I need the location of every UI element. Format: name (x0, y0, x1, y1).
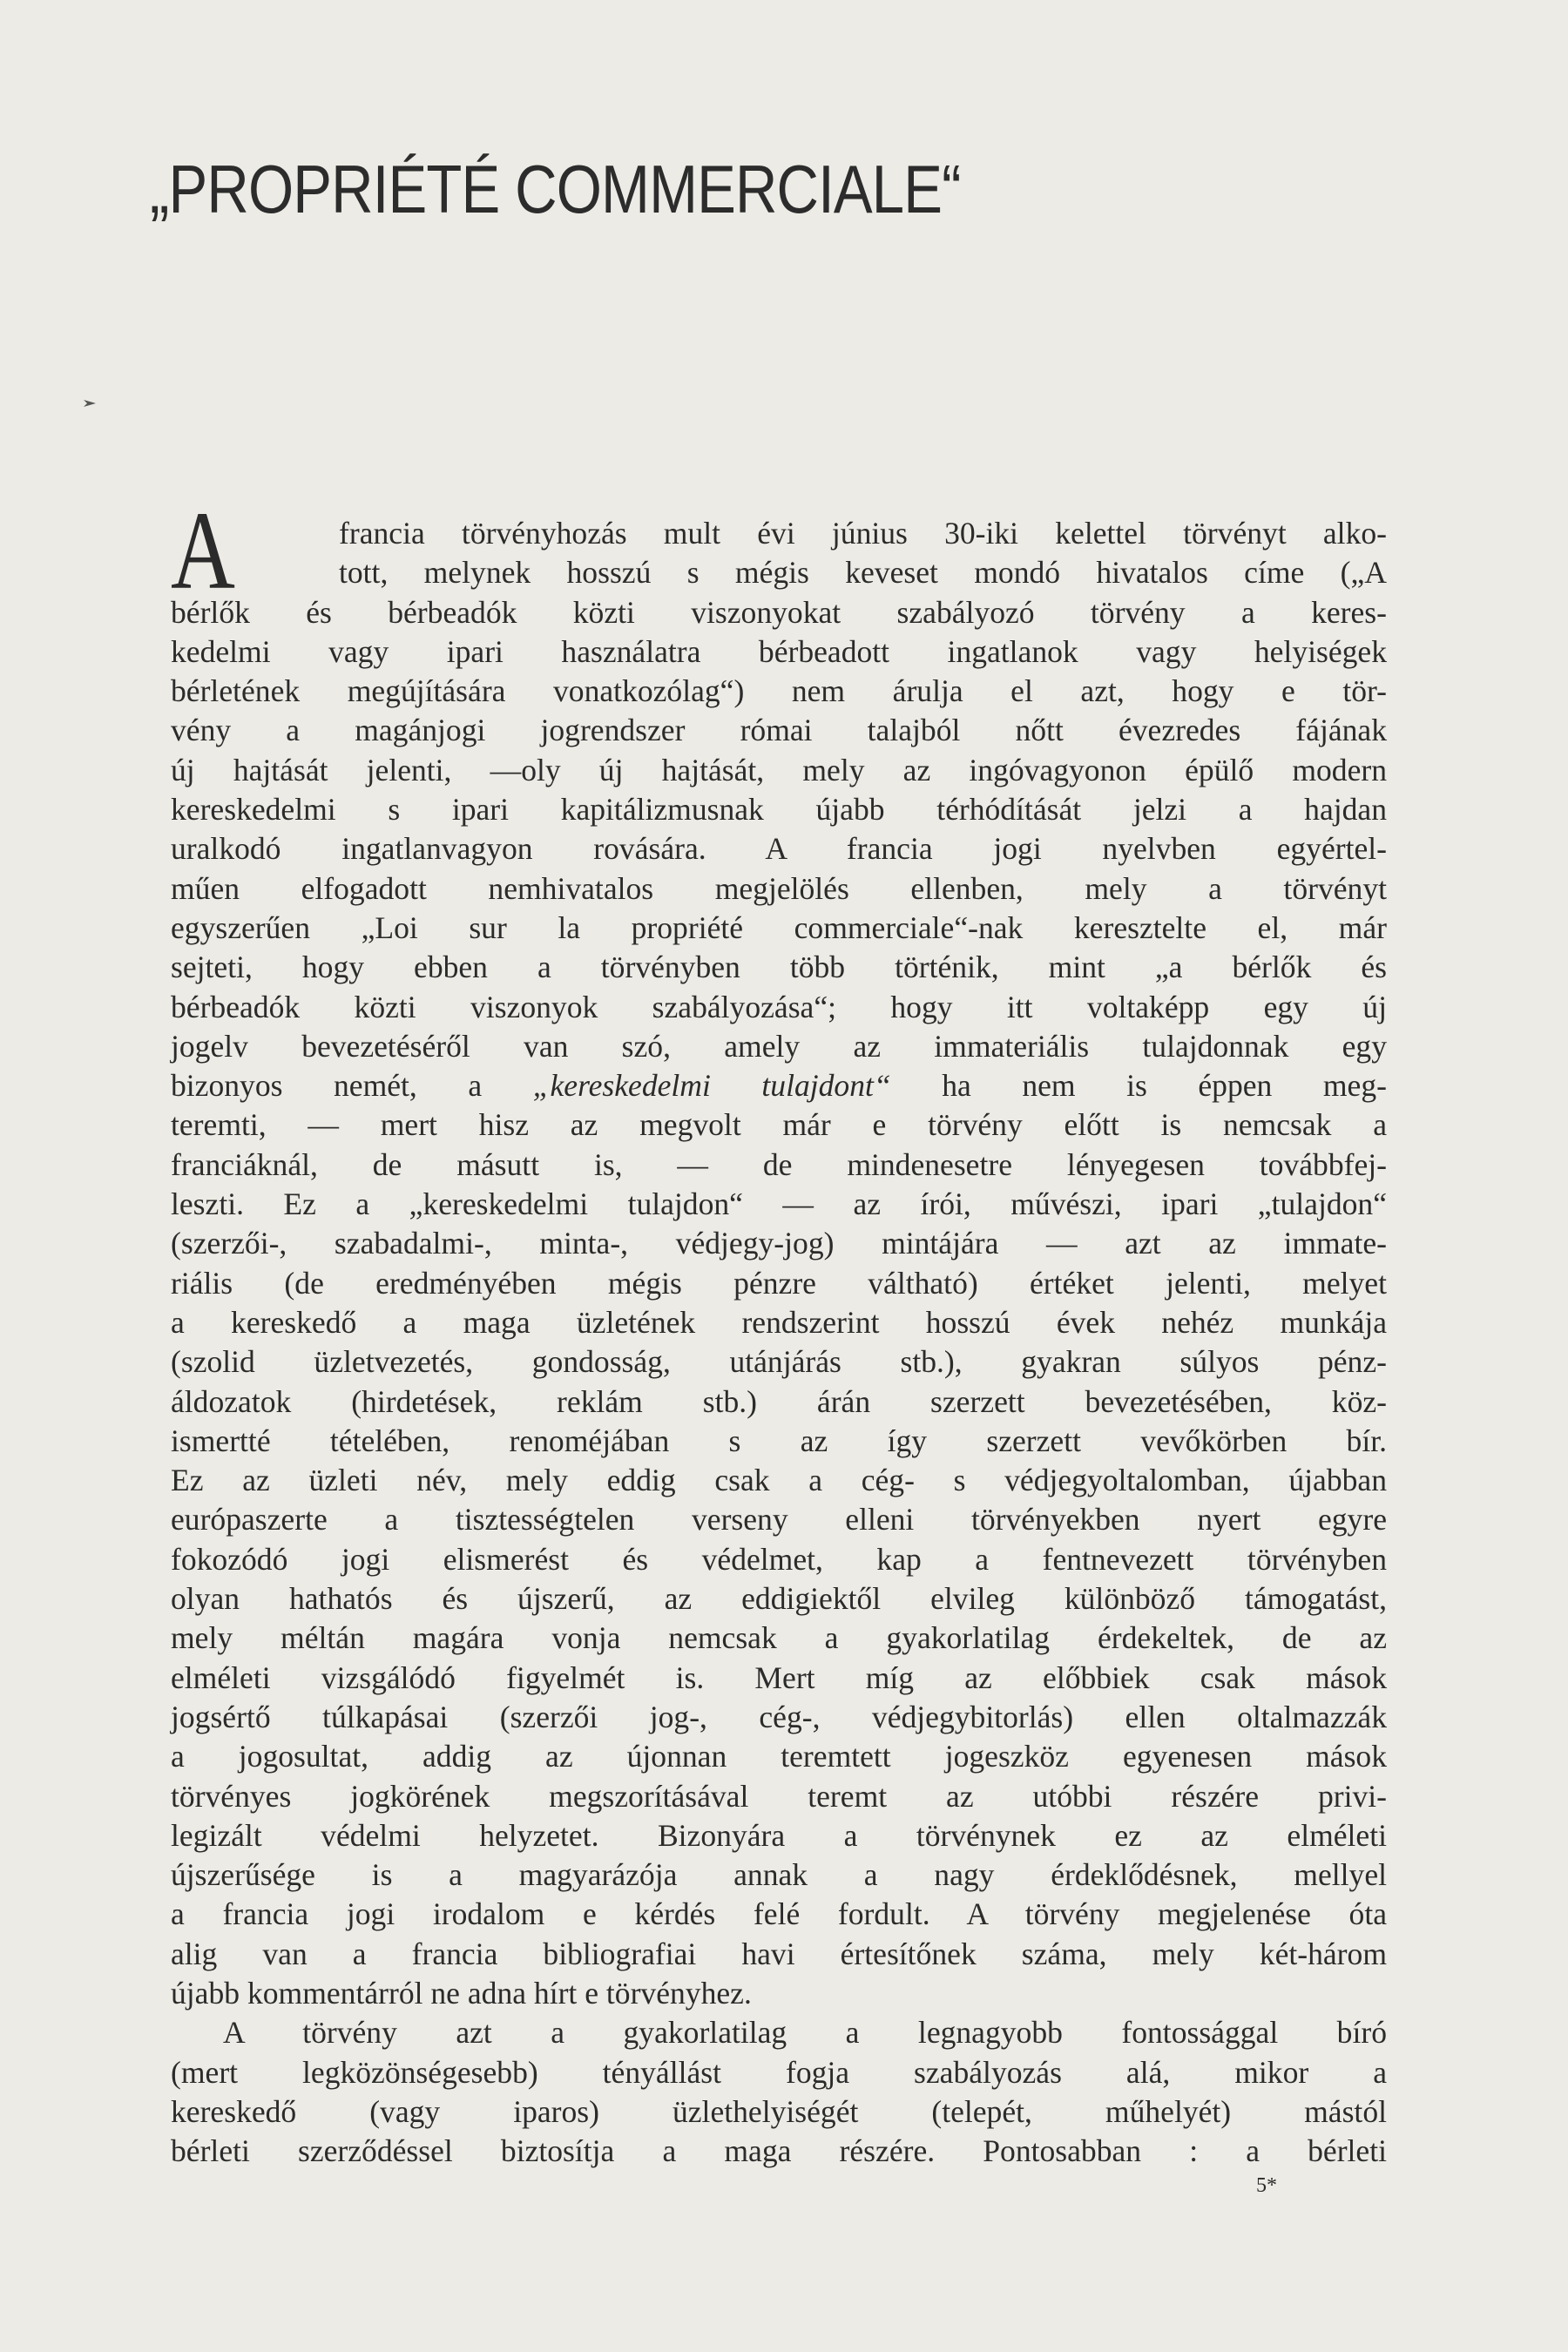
text-segment: bizonyos nemét, a (171, 1068, 533, 1104)
text-line: újabb kommentárról ne adna hírt e törvényhez. (171, 1975, 752, 2011)
text-line: elméleti vizsgálódó figyelmét is. Mert míg az előbbiek csak mások (171, 1659, 1387, 1695)
text-line: áldozatok (hirdetések, reklám stb.) árán szerzett bevezetésében, köz- (171, 1383, 1387, 1419)
text-line: jogsértő túlkapásai (szerzői jog-, cég-, védjegybitorlás) ellen oltalmazzák (171, 1699, 1387, 1734)
text-line: jogelv bevezetéséről van szó, amely az immateriális tulajdonnak egy (171, 1028, 1387, 1064)
text-line: egyszerűen „Loi sur la propriété commerciale“-nak keresztelte el, már (171, 909, 1387, 945)
text-line: fokozódó jogi elismerést és védelmet, kap a fentnevezett törvényben (171, 1541, 1387, 1577)
text-line: (szerzői-, szabadalmi-, minta-, védjegy-jog) mintájára — azt az immate- (171, 1226, 1387, 1261)
text-line: törvényes jogkörének megszorításával teremt az utóbbi részére privi- (171, 1778, 1387, 1814)
text-line: riális (de eredményében mégis pénzre váltható) értéket jelenti, melyet (171, 1265, 1387, 1301)
text-line: a francia jogi irodalom e kérdés felé fordult. A törvény megjelenése óta (171, 1896, 1387, 1932)
emphasized-term: „kereskedelmi tulajdont“ (532, 1068, 891, 1104)
text-line-with-emphasis (171, 1066, 1387, 1105)
text-line: ismertté tételében, renoméjában s az így szerzett vevőkörben bír. (171, 1423, 1387, 1458)
text-line: vény a magánjogi jogrendszer római talajból nőtt évezredes fájának (171, 713, 1387, 748)
article-body (171, 514, 1387, 2171)
page-title: „PROPRIÉTÉ COMMERCIALE“ (150, 151, 961, 227)
text-line: kereskedő (vagy iparos) üzlethelyiségét (telepét, műhelyét) mástól (171, 2093, 1387, 2129)
text-line: (szolid üzletvezetés, gondosság, utánjárás stb.), gyakran súlyos pénz- (171, 1344, 1387, 1380)
text-line: újszerűsége is a magyarázója annak a nagy érdeklődésnek, mellyel (171, 1857, 1387, 1893)
text-line: sejteti, hogy ebben a törvényben több történik, mint „a bérlők és (171, 950, 1387, 985)
text-segment: ha nem is éppen meg- (890, 1068, 1387, 1104)
text-line: legizált védelmi helyzetet. Bizonyára a törvénynek ez az elméleti (171, 1817, 1387, 1853)
text-line: bérbeadók közti viszonyok szabályozása“; hogy itt voltaképp egy új (171, 989, 1387, 1024)
text-line: tott, melynek hosszú s mégis keveset mondó hivatalos címe („A (339, 555, 1387, 591)
text-line: műen elfogadott nemhivatalos megjelölés ellenben, mely a törvényt (171, 870, 1387, 906)
text-line: A törvény azt a gyakorlatilag a legnagyobb fontossággal bíró (223, 2015, 1387, 2051)
text-line: a kereskedő a maga üzletének rendszerint hosszú évek nehéz munkája (171, 1304, 1387, 1340)
text-line: kereskedelmi s ipari kapitálizmusnak újabb térhódítását jelzi a hajdan (171, 792, 1387, 828)
text-line: mely méltán magára vonja nemcsak a gyakorlatilag érdekeltek, de az (171, 1620, 1387, 1656)
text-line: a jogosultat, addig az újonnan teremtett jogeszköz egyenesen mások (171, 1739, 1387, 1774)
text-line: (mert legközönségesebb) tényállást fogja szabályozás alá, mikor a (171, 2054, 1387, 2090)
text-line: francia törvényhozás mult évi június 30-iki kelettel törvényt alko- (339, 516, 1387, 551)
arrow-mark-icon (84, 399, 96, 408)
text-line: kedelmi vagy ipari használatra bérbeadott ingatlanok vagy helyiségek (171, 633, 1387, 669)
text-line: bérlők és bérbeadók közti viszonyokat szabályozó törvény a keres- (171, 594, 1387, 630)
text-line: olyan hathatós és újszerű, az eddigiektől elvileg különböző támogatást, (171, 1581, 1387, 1617)
text-line: bérleti szerződéssel biztosítja a maga részére. Pontosabban : a bérleti (171, 2133, 1387, 2169)
text-line: teremti, — mert hisz az megvolt már e törvény előtt is nemcsak a (171, 1107, 1387, 1143)
text-line: európaszerte a tisztességtelen verseny elleni törvényekben nyert egyre (171, 1502, 1387, 1538)
text-line: leszti. Ez a „kereskedelmi tulajdon“ — az írói, művészi, ipari „tulajdon“ (171, 1186, 1387, 1222)
text-line: alig van a francia bibliografiai havi értesítőnek száma, mely két-három (171, 1936, 1387, 1971)
page-number: 5* (1256, 2174, 1277, 2197)
drop-cap: A (171, 489, 235, 612)
text-line: új hajtását jelenti, —oly új hajtását, mely az ingóvagyonon épülő modern (171, 752, 1387, 787)
text-line: Ez az üzleti név, mely eddig csak a cég- s védjegyoltalomban, újabban (171, 1463, 1387, 1498)
text-line: uralkodó ingatlanvagyon rovására. A francia jogi nyelvben egyértel- (171, 831, 1387, 867)
text-line: bérletének megújítására vonatkozólag“) nem árulja el azt, hogy e tör- (171, 673, 1387, 709)
text-line: franciáknál, de másutt is, — de mindenesetre lényegesen továbbfej- (171, 1146, 1387, 1182)
